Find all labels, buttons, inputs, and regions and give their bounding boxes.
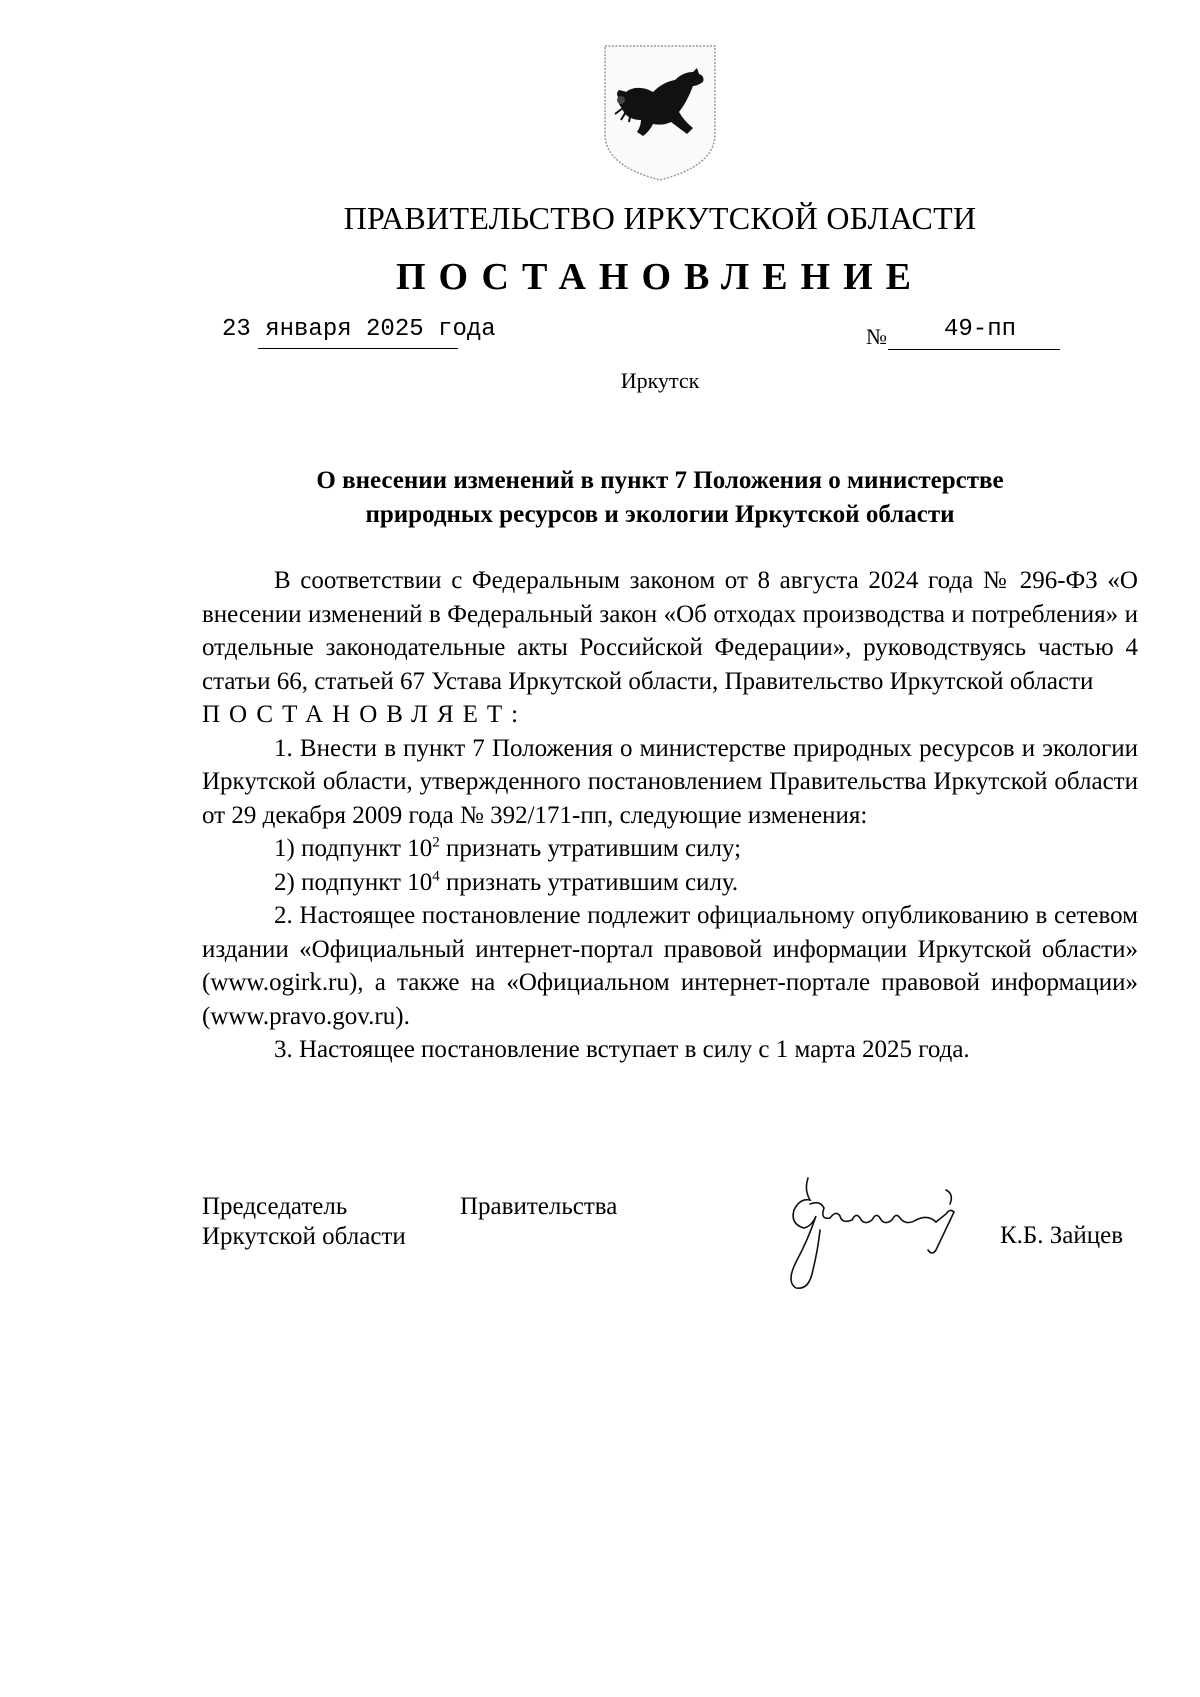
signer-name: К.Б. Зайцев [1000,1222,1124,1249]
number-label: № [866,324,887,349]
handwritten-signature [760,1170,1000,1300]
subject-line-2: природных ресурсов и экологии Иркутской области [365,501,955,528]
government-name: ПРАВИТЕЛЬСТВО ИРКУТСКОЙ ОБЛАСТИ [343,200,977,236]
role-government: Правительства [460,1193,618,1220]
document-type: ПОСТАНОВЛЕНИЕ [395,256,925,298]
subitem-1-suffix: признать утратившим силу; [439,835,742,862]
decree-subject [200,464,1120,532]
subitem-2 [202,866,1138,900]
item-3-paragraph: 3. Настоящее постановление вступает в силу с 1 марта 2025 года. [274,1036,970,1063]
item-1-paragraph: 1. Внести в пункт 7 Положения о министерстве природных ресурсов и экологии Иркутской области, утвержденного постановлением Правительства Иркутской области от 29 декабря 2009 года № 392/171-пп, следующие изменения: [202,734,1138,829]
number-underline [888,349,1060,350]
irkutsk-coat-of-arms [601,42,719,184]
subitem-2-prefix: 2) подпункт 10 [274,868,433,896]
decree-date: 23 января 2025 года [222,316,496,343]
city: Иркутск [620,368,700,393]
role-chairman: Председатель [202,1193,348,1220]
subitem-2-superscript: 4 [432,868,440,885]
item-2-paragraph: 2. Настоящее постановление подлежит официальному опубликованию в сетевом издании «Официальный интернет-портал правовой информации Иркутской области» (www.ogirk.ru), а также на «Официальном интернет-портале правовой информации» (www.pravo.gov.ru). [202,902,1138,1030]
date-underline [258,348,458,349]
subitem-2-suffix: признать утратившим силу. [439,868,739,896]
subject-line-1: О внесении изменений в пункт 7 Положения о министерстве [316,467,1004,494]
decree-number: 49-пп [944,316,1017,343]
preamble-paragraph: В соответствии с Федеральным законом от 8 августа 2024 года № 296-ФЗ «О внесении изменений в Федеральный закон «Об отходах производства и потребления» и отдельные законодательные акты Российской Федерации», руководствуясь частью 4 статьи 66, статьей 67 Устава Иркутской области, Правительство Иркутской области [202,567,1138,695]
subitem-1 [202,832,1138,866]
subitem-1-superscript: 2 [432,834,440,851]
resolves-word: ПОСТАНОВЛЯЕТ: [202,701,528,728]
decree-body [202,564,1138,1067]
subitem-1-prefix: 1) подпункт 10 [274,835,433,862]
role-region: Иркутской области [202,1223,406,1250]
